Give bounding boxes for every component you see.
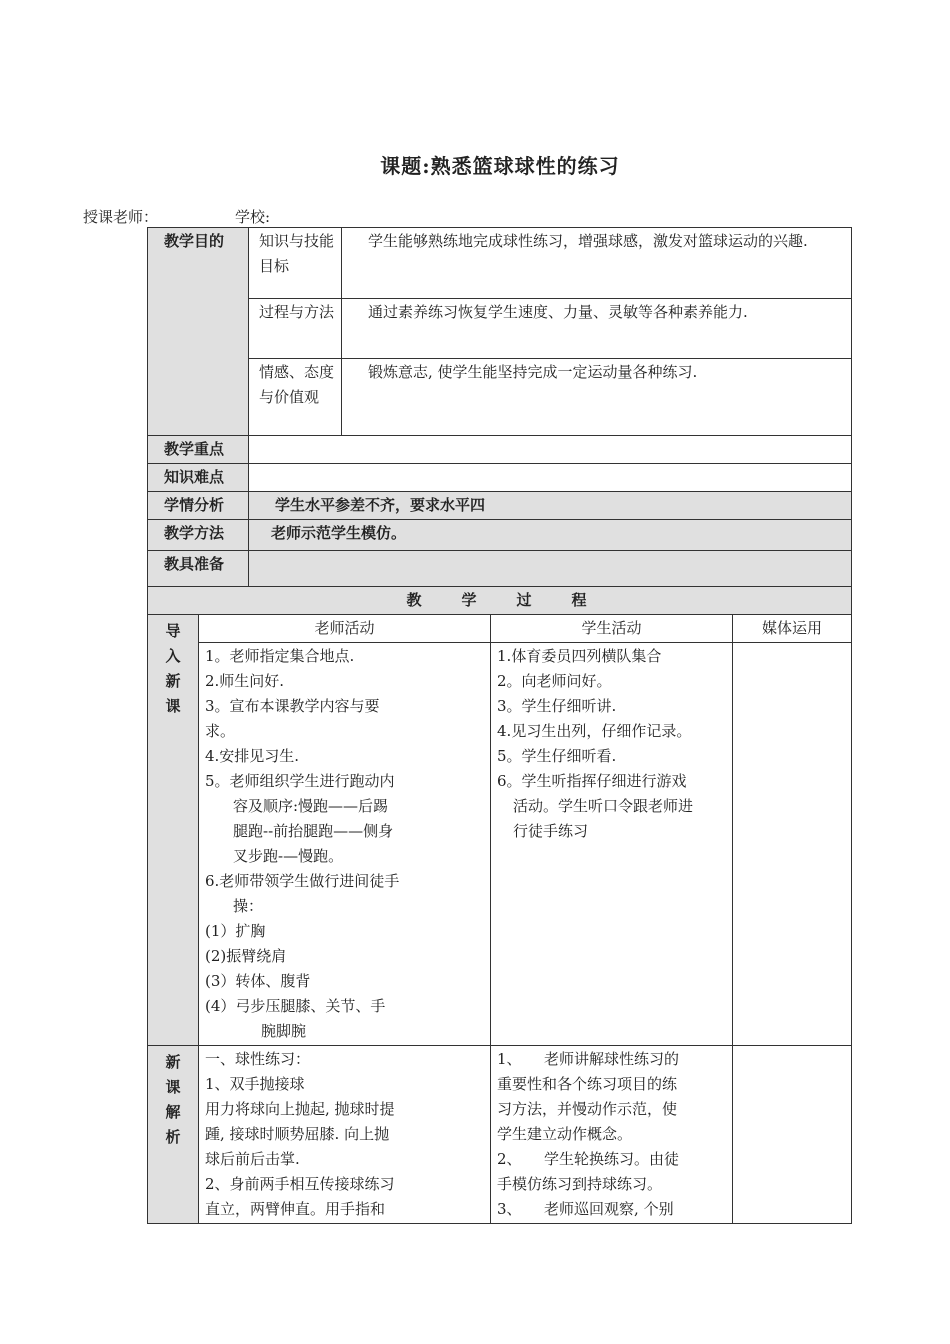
objective-text-knowledge: 学生能够熟练地完成球性练习，增强球感，激发对篮球运动的兴趣. — [342, 228, 852, 299]
media-header: 媒体运用 — [733, 615, 852, 643]
equipment-value — [249, 551, 852, 587]
objective-type-attitude: 情感、态度与价值观 — [249, 359, 342, 436]
meta-line — [83, 206, 270, 227]
objectives-label: 教学目的 — [148, 228, 249, 436]
lesson-plan-table — [147, 227, 852, 1224]
method-label: 教学方法 — [148, 520, 249, 551]
newlesson-teacher-activity: 一、球性练习： 1、双手抛接球 用力将球向上抛起, 抛球时提 踵, 接球时顺势屈膝. 向上抛 球后前后击掌. 2、身前两手相互传接球练习 直立，两臂伸直。用手指和 — [199, 1046, 491, 1224]
newlesson-label: 新 课 解 析 — [148, 1046, 199, 1224]
analysis-label: 学情分析 — [148, 492, 249, 520]
intro-student-activity: 1.体育委员四列横队集合 2。向老师问好。 3。学生仔细听讲. 4.见习生出列，仔细作记录。 5。学生仔细听看. 6。学生听指挥仔细进行游戏 活动。学生听口令跟老师进 行徒手练习 — [491, 643, 733, 1046]
page-title: 课题:熟悉篮球球性的练习 — [380, 154, 620, 178]
process-title: 教学过程 — [148, 587, 852, 615]
intro-label: 导 入 新 课 — [148, 615, 199, 1046]
difficulty-label: 知识难点 — [148, 464, 249, 492]
analysis-value: 学生水平参差不齐，要求水平四 — [249, 492, 852, 520]
method-value: 老师示范学生模仿。 — [249, 520, 852, 551]
key-point-label: 教学重点 — [148, 436, 249, 464]
intro-media — [733, 643, 852, 1046]
equipment-label: 教具准备 — [148, 551, 249, 587]
objective-type-process: 过程与方法 — [249, 299, 342, 359]
newlesson-student-activity: 1、 老师讲解球性练习的 重要性和各个练习项目的练 习方法，并慢动作示范，使 学生建立动作概念。 2、 学生轮换练习。由徒 手模仿练习到持球练习。 3、 老师巡回观察, 个别 — [491, 1046, 733, 1224]
teacher-label: 授课老师： — [83, 208, 159, 226]
student-activity-header: 学生活动 — [491, 615, 733, 643]
intro-teacher-activity: 1。老师指定集合地点. 2.师生问好. 3。宣布本课教学内容与要 求。 4.安排见习生. 5。老师组织学生进行跑动内 容及顺序:慢跑——后踢 腿跑--前抬腿跑——侧身 叉步跑-—慢跑。 6.老师带领学生做行进间徒手 操： (1）扩胸 (2)振臂绕肩 (3）转体、腹背 (4）弓步压腿膝、关节、手 腕脚腕 — [199, 643, 491, 1046]
objective-type-knowledge: 知识与技能目标 — [249, 228, 342, 299]
objective-text-attitude: 锻炼意志, 使学生能坚持完成一定运动量各种练习. — [342, 359, 852, 436]
objective-text-process: 通过素养练习恢复学生速度、力量、灵敏等各种素养能力. — [342, 299, 852, 359]
difficulty-value — [249, 464, 852, 492]
newlesson-media — [733, 1046, 852, 1224]
key-point-value — [249, 436, 852, 464]
school-label: 学校: — [235, 208, 271, 226]
teacher-activity-header: 老师活动 — [199, 615, 491, 643]
